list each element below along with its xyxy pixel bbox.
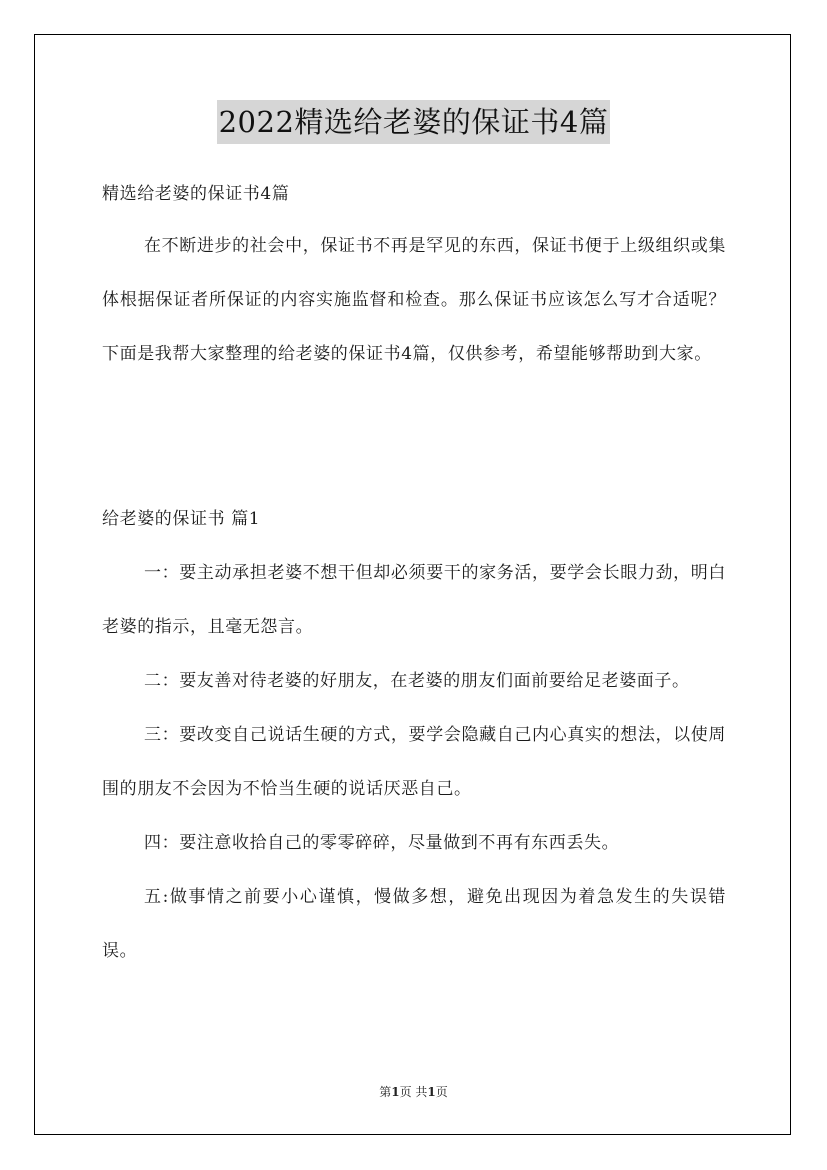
footer-total-pages: 1 xyxy=(427,1085,436,1099)
page-footer xyxy=(0,1083,827,1101)
pledge-item: 四：要注意收拾自己的零零碎碎，尽量做到不再有东西丢失。 xyxy=(144,833,620,853)
footer-current-page: 1 xyxy=(391,1085,400,1099)
section-heading: 给老婆的保证书 篇1 xyxy=(102,509,261,529)
footer-mid: 页 共 xyxy=(399,1085,428,1099)
document-title xyxy=(0,100,827,144)
pledge-item: 三：要改变自己说话生硬的方式，要学会隐藏自己内心真实的想法，以使周围的朋友不会因为不恰当生硬的说话厌恶自己。 xyxy=(102,725,726,799)
pledge-list xyxy=(102,546,726,978)
pledge-item: 二：要友善对待老婆的好朋友，在老婆的朋友们面前要给足老婆面子。 xyxy=(144,671,690,691)
pledge-item: 五:做事情之前要小心谨慎，慢做多想，避免出现因为着急发生的失误错误。 xyxy=(102,887,726,961)
footer-suffix: 页 xyxy=(435,1085,448,1099)
intro-section xyxy=(102,219,726,381)
document-title-text: 2022精选给老婆的保证书4篇 xyxy=(217,100,611,144)
document-subtitle: 精选给老婆的保证书4篇 xyxy=(102,184,290,204)
footer-prefix: 第 xyxy=(379,1085,392,1099)
intro-paragraph: 在不断进步的社会中，保证书不再是罕见的东西，保证书便于上级组织或集体根据保证者所保证的内容实施监督和检查。那么保证书应该怎么写才合适呢？下面是我帮大家整理的给老婆的保证书4篇，仅供参考，希望能够帮助到大家。 xyxy=(102,236,726,364)
pledge-item: 一：要主动承担老婆不想干但却必须要干的家务活，要学会长眼力劲，明白老婆的指示，且毫无怨言。 xyxy=(102,563,726,637)
